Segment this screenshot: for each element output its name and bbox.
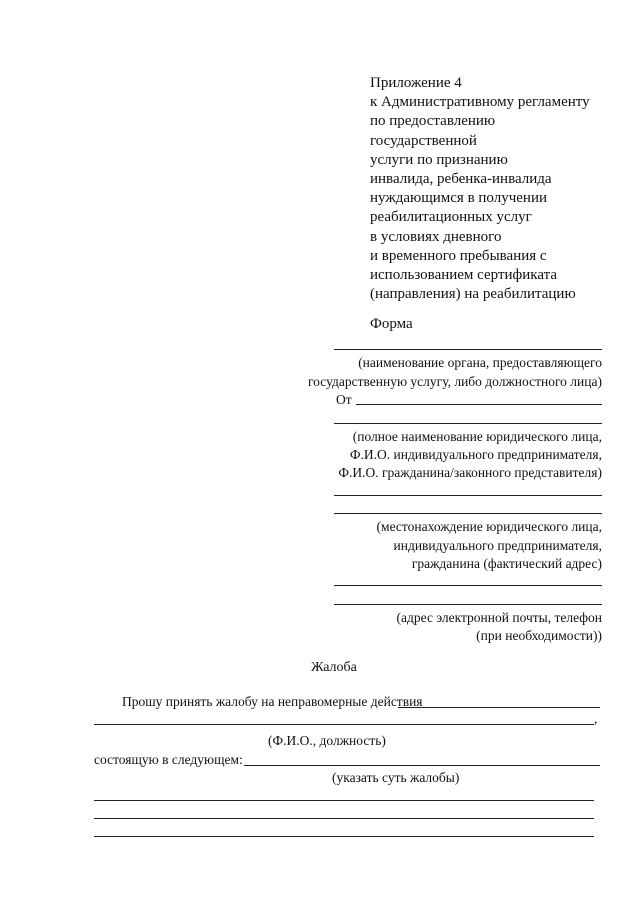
header-line: (направления) на реабилитацию xyxy=(370,286,576,303)
organ-name-line[interactable] xyxy=(334,349,602,350)
header-line: Приложение 4 xyxy=(370,75,462,91)
header-line: услуги по признанию xyxy=(370,151,508,168)
header-line: инвалида, ребенка-инвалида xyxy=(370,171,552,188)
location-caption: гражданина (фактический адрес) xyxy=(411,556,602,571)
request-text: Прошу принять жалобу на неправомерные действия xyxy=(122,694,423,709)
comma: , xyxy=(594,711,598,726)
contact-line[interactable] xyxy=(334,585,602,586)
header-line: нуждающимся в получении xyxy=(370,190,547,207)
header-line: использованием сертификата xyxy=(370,267,558,284)
essence-line[interactable] xyxy=(244,765,600,766)
applicant-caption: Ф.И.О. гражданина/законного представителя) xyxy=(338,465,602,480)
header-line: реабилитационных услуг xyxy=(370,209,532,226)
location-caption: индивидуального предпринимателя, xyxy=(393,538,602,553)
header-line: и временного пребывания с xyxy=(370,247,547,264)
header-line: государственной xyxy=(370,132,477,149)
header-line: по предоставлению xyxy=(370,113,496,130)
form-label: Форма xyxy=(370,316,413,332)
essence-line-3[interactable] xyxy=(94,818,594,819)
applicant-caption: Ф.И.О. индивидуального предпринимателя, xyxy=(349,447,602,462)
organ-caption: государственную услугу, либо должностного лица) xyxy=(307,374,602,389)
from-label: От xyxy=(336,392,352,407)
contact-caption: (при необходимости)) xyxy=(476,628,602,643)
location-line-2[interactable] xyxy=(334,513,602,514)
essence-line-4[interactable] xyxy=(94,836,594,837)
location-caption: (местонахождение юридического лица, xyxy=(376,519,602,534)
header-line: в условиях дневного xyxy=(370,228,502,245)
appendix-header xyxy=(370,74,630,304)
header-line: к Административному регламенту xyxy=(370,94,590,111)
action-line[interactable] xyxy=(398,707,600,708)
location-line[interactable] xyxy=(334,495,602,496)
organ-caption: (наименование органа, предоставляющего xyxy=(358,355,602,370)
from-line-2[interactable] xyxy=(334,423,602,424)
applicant-caption: (полное наименование юридического лица, xyxy=(352,429,602,444)
essence-caption: (указать суть жалобы) xyxy=(332,770,460,785)
action-line-2[interactable] xyxy=(94,724,594,725)
from-line[interactable] xyxy=(356,404,602,405)
essence-line-2[interactable] xyxy=(94,800,594,801)
contact-caption: (адрес электронной почты, телефон xyxy=(396,610,602,625)
person-caption: (Ф.И.О., должность) xyxy=(268,733,386,748)
complaint-title: Жалоба xyxy=(311,660,357,675)
contact-line-2[interactable] xyxy=(334,604,602,605)
consists-label: состоящую в следующем: xyxy=(94,752,243,767)
